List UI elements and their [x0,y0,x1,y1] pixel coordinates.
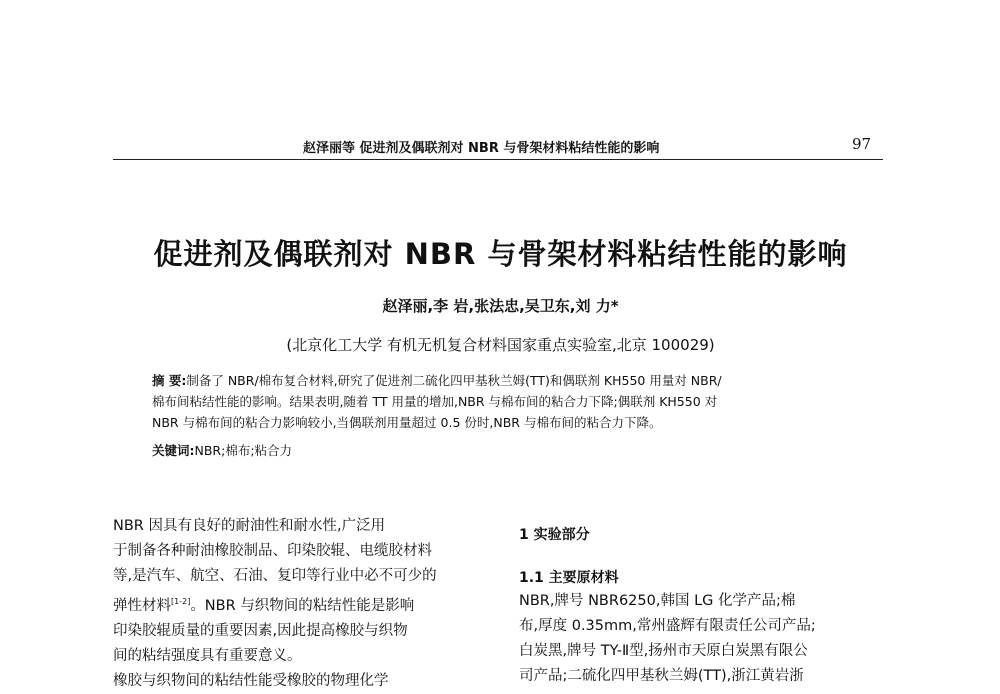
page-number: 97 [852,135,872,153]
body-line: NBR 因具有良好的耐油性和耐水性,广泛用 [113,518,386,534]
abstract [152,370,857,433]
abstract-line: NBR 与棉布间的粘合力影响较小,当偶联剂用量超过 0.5 份时,NBR 与棉布间的粘合力下降。 [152,415,662,430]
abstract-line: 棉布间粘结性能的影响。结果表明,随着 TT 用量的增加,NBR 与棉布间的粘合力下降;偶联剂 KH550 对 [152,394,718,409]
keywords [152,441,292,459]
keywords-label: 关键词: [152,443,195,458]
header-rule [113,159,883,160]
running-head-text: 赵泽丽等 促进剂及偶联剂对 NBR 与骨架材料粘结性能的影响 [303,141,660,156]
running-head [0,137,1000,157]
abstract-line: 摘 要:制备了 NBR/棉布复合材料,研究了促进剂二硫化四甲基秋兰姆(TT)和偶联剂 KH550 用量对 NBR/ [152,373,722,388]
body-line: 司产品;二硫化四甲基秋兰姆(TT),浙江黄岩浙 [519,668,804,684]
body-line: 间的粘结强度具有重要意义。 [113,648,302,664]
body-line: 白炭黑,牌号 TY-Ⅱ型,扬州市天原白炭黑有限公 [519,643,808,659]
section-heading-1: 1 实验部分 [519,527,590,543]
left-column [113,514,485,694]
citation: [1-2] [171,597,191,606]
body-line: 弹性材料[1-2]。NBR 与织物间的粘结性能是影响 [113,597,415,614]
keywords-text: NBR;棉布;粘合力 [194,443,293,458]
body-line: NBR,牌号 NBR6250,韩国 LG 化学产品;棉 [519,593,796,609]
body-line: 于制备各种耐油橡胶制品、印染胶辊、电缆胶材料 [113,543,432,559]
paper-title: 促进剂及偶联剂对 NBR 与骨架材料粘结性能的影响 [153,237,848,271]
body-line: 橡胶与织物间的粘结性能受橡胶的物理化学 [113,673,389,689]
abstract-label: 摘 要: [152,373,187,388]
section-heading-1-1: 1.1 主要原材料 [519,570,619,586]
body-line: 等,是汽车、航空、石油、复印等行业中必不可少的 [113,568,437,584]
body-line: 印染胶辊质量的重要因素,因此提高橡胶与织物 [113,623,408,639]
affiliation: (北京化工大学 有机无机复合材料国家重点实验室,北京 100029) [286,336,715,354]
authors: 赵泽丽,李 岩,张法忠,吴卫东,刘 力* [382,297,619,315]
body-line: 布,厚度 0.35mm,常州盛辉有限责任公司产品; [519,618,816,634]
